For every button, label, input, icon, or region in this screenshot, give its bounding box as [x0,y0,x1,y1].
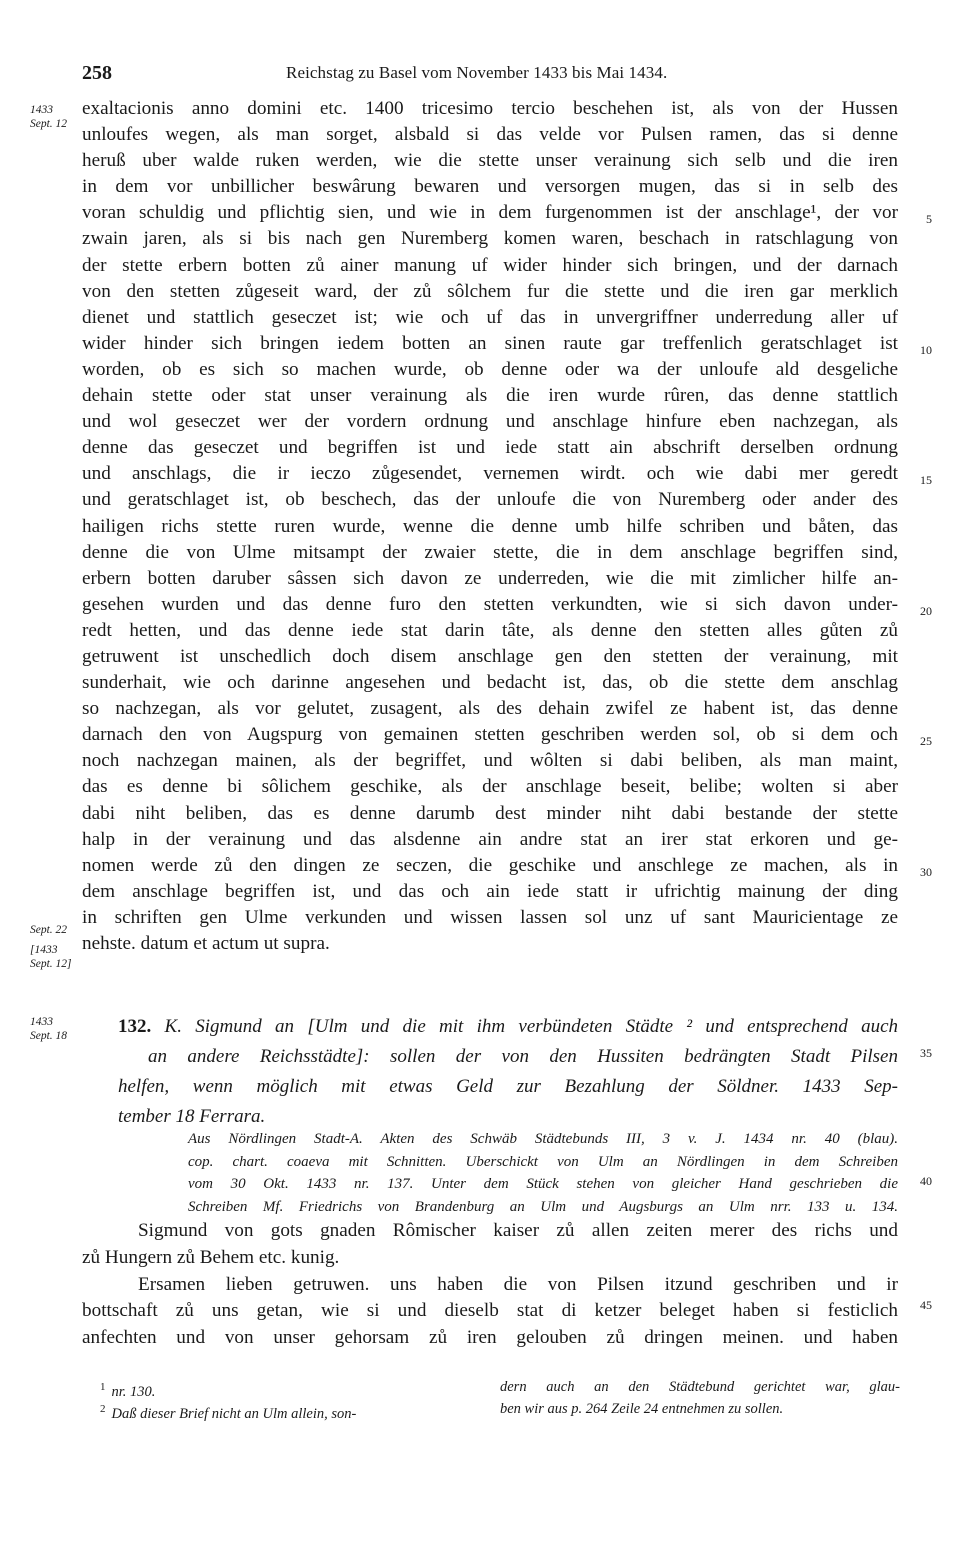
text-line: halp in der verainung und das alsdenne ain andre stat an irer stat erkoren und ge- [82,828,898,850]
footnote [100,1376,480,1398]
text-line: gesehen wurden und das denne furo den stetten verkundten, wie si sich davon under- [82,593,898,615]
text-line: in schriften gen Ulme verkunden und wissen lassen sol unz uf sant Mauricientage ze [82,906,898,928]
footnote-mark: 2 [100,1403,106,1415]
text-line: dehain stette oder stat unser verainung als die iren wurde rûren, das denne stattlich [82,385,898,407]
line-number: 5 [926,212,932,226]
text-line: heruß uber walde ruken werden, wie die stette unser verainung sich selb und die iren [82,150,898,172]
heading-line: tember 18 Ferrara. [118,1106,266,1127]
line-number: 20 [920,604,932,618]
heading-text: K. Sigmund an [Ulm und die mit ihm verbündeten Städte ² und entsprechend auch [164,1016,898,1037]
line-number: 35 [920,1046,932,1060]
text-line: redt hetten, und das denne iede stat darin tâte, als denne den stetten alles gůten zů [82,619,898,641]
source-note-line: Aus Nördlingen Stadt-A. Akten des Schwäb Städtebunds III, 3 v. J. 1434 nr. 40 (blau). [188,1131,898,1147]
text-line: darnach den von Augspurg von gemainen stetten geschriben werden sol, ob si dem och [82,724,898,746]
letter-line: anfechten und von unser gehorsam zů iren gelouben zů dringen meinen. und haben [82,1327,898,1349]
footnote-mark: 1 [100,1381,106,1393]
footnote [100,1398,480,1420]
source-note-line: Schreiben Mf. Friedrichs von Brandenburg an Ulm und Augsburgs an Ulm nrr. 133 u. 134. [188,1198,898,1215]
margin-date: [1433 [30,944,58,956]
text-line: erbern botten daruber sâssen sich davon ze underreden, wie die mit zimlicher hilfe an- [82,567,898,589]
text-line: zwain jaren, als si bis nach gen Nuremberg komen waren, beschach in ratschlagung von [82,228,898,250]
text-line: und geratschlaget ist, ob bescheсh, das der unloufe die von Nuremberg oder ander des [82,489,898,511]
text-line: von den stetten zůgeseit ward, der zů sôlchem fur die stette und die iren gar merklich [82,280,898,302]
main-text [82,96,898,957]
letter-line: zů Hungern zů Behem etc. kunig. [82,1246,340,1268]
heading-line: an andere Reichsstädte]: sollen der von den Hussiten bedrängten Stadt Pilsen [148,1046,898,1067]
letter-line: bottschaft zů uns getan, wie si und dieselb stat di ketzer beleget haben si festiclich [82,1300,898,1322]
text-line: dienet und stattlich geseczet ist; wie och uf das in unvergriffner underredung aller uf [82,306,898,328]
margin-date: Sept. 12 [30,118,68,130]
line-number: 45 [920,1298,932,1312]
text-line: denne das geseczet und begriffen ist und iede statt ain abschrift derselben ordnung [82,437,898,459]
text-line: hailigen richs stette ruren wurde, wenne die denne umb hilfe schriben und båten, das [82,515,898,537]
document-number: 132. [118,1016,152,1037]
source-note-line: cop. chart. coaeva mit Schnitten. Uberschickt von Ulm an Nördlingen in dem Schreiben [188,1153,898,1170]
footnotes-left-column [100,1376,480,1420]
margin-date: 1433 [30,1016,53,1028]
source-note [188,1128,898,1218]
running-title: Reichstag zu Basel vom November 1433 bis Mai 1434. [286,63,668,82]
footnote-continuation: dern auch an den Städtebund gerichtet war, glau- [500,1379,900,1395]
line-number: 15 [920,473,932,487]
text-line: voran schuldig und pflichtig sien, und wie in dem furgenommen ist der anschlage¹, der vor [82,202,898,224]
margin-date: Sept. 18 [30,1030,68,1042]
text-line: dabi niht beliben, das es denne darumb dest minder niht dabi bestande der stette [82,802,898,824]
line-number: 40 [920,1174,932,1188]
text-line: nomen werde zů den dingen ze seczen, die geschike und anschlege ze machen, als in [82,854,898,876]
text-line: das es denne bi sôlichem geschike, als der anschlage beseit, belibe; wolten si aber [82,776,898,798]
heading-line [118,1012,898,1042]
text-line: wider hinder sich bringen iedem botten an sinen raute gar treffenlich geratschlaget ist [82,332,898,354]
footnote-text: Daß dieser Brief nicht an Ulm allein, son- [111,1405,357,1422]
margin-date: Sept. 12] [30,958,72,970]
document-heading [118,1012,898,1132]
text-line: der stette erbern botten zů ainer manung uf wider hinder sich bringen, und der darnach [82,254,898,276]
page-number: 258 [82,62,112,84]
text-line: nehste. datum et actum ut supra. [82,933,330,954]
line-number: 30 [920,865,932,879]
margin-date: Sept. 22 [30,924,68,936]
line-number: 25 [920,734,932,748]
letter-text [82,1218,898,1352]
text-line: sunderhait, wie och darinne angesehen und bedacht ist, das, ob die stette dem anschlag [82,672,898,694]
margin-date: 1433 [30,104,53,116]
letter-line: Sigmund von gots gnaden Rômischer kaiser zů allen zeiten merer des richs und [138,1220,898,1241]
text-line: dem anschlage begriffen ist, und das och ain iede statt ir ufrichtig mainung der ding [82,880,898,902]
text-line: worden, ob es sich so machen wurde, ob denne oder wa der unloufe ald desgeliche [82,358,898,380]
text-line: exaltacionis anno domini etc. 1400 tricesimo tercio beschehen ist, als von der Hussen [82,98,898,119]
text-line: so nachzegan, als vor gelutet, zusagent, als des dehain zwifel ze habent ist, das denne [82,698,898,720]
footnote-text: nr. 130. [111,1383,156,1400]
text-line: getruwent ist unschedlich doch disem anschlage gen den stetten der verainung, mit [82,645,898,667]
running-head [82,62,902,86]
source-note-line: vom 30 Okt. 1433 nr. 137. Unter dem Stück stehen von gleicher Hand geschrieben die [188,1176,898,1193]
text-line: und wol geseczet wer der vordern ordnung und anschlage hinfure eben nachzegan, als [82,411,898,433]
footnotes-right-column [500,1376,900,1420]
text-line: denne die von Ulme mitsampt der zwaier stette, die in dem anschlage begriffen sind, [82,541,898,563]
footnote-continuation: ben wir aus p. 264 Zeile 24 entnehmen zu sollen. [500,1401,784,1417]
heading-line: helfen, wenn möglich mit etwas Geld zur Bezahlung der Söldner. 1433 Sep- [118,1076,898,1097]
text-line: noch nachzegan mainen, als der begriffet, und wôlten si dabi beliben, als man maint, [82,750,898,772]
text-line: in dem vor unbillicher beswârung bewaren und versorgen mugen, das si in selb des [82,176,898,198]
letter-line: Ersamen lieben getruwen. uns haben die von Pilsen itzund geschriben und ir [138,1273,898,1295]
text-line: unloufes wegen, als man sorget, alsbald si das velde vor Pulsen ramen, das si denne [82,124,898,146]
line-number: 10 [920,343,932,357]
text-line: und anschlags, die ir ieczo zůgesendet, vernemen wirdt. och wie dabi mer geredt [82,463,898,485]
